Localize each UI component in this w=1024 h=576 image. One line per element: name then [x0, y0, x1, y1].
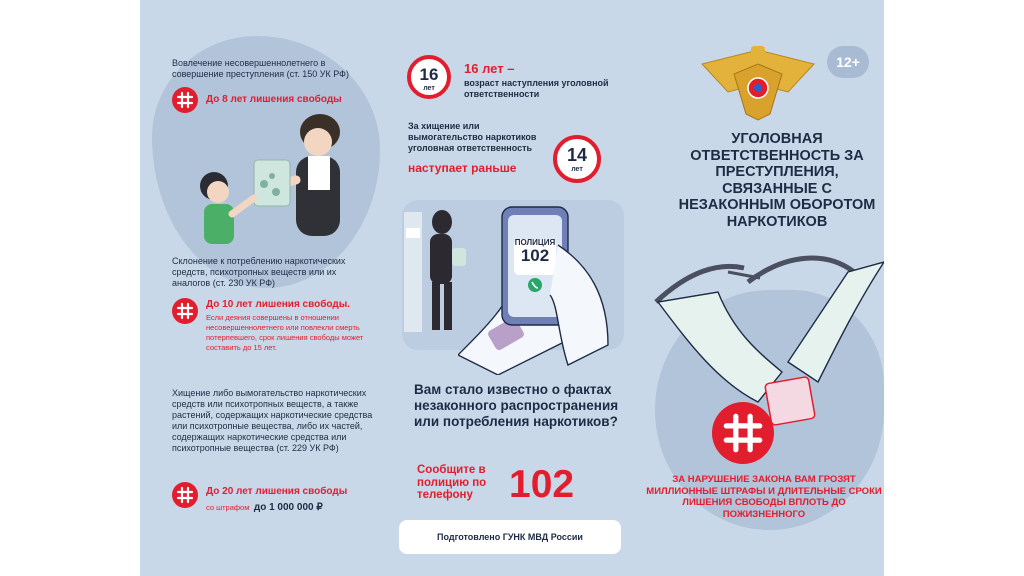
age14-highlight: наступает раньше [408, 161, 517, 175]
prison-bars-icon [172, 482, 198, 508]
page-title: УГОЛОВНАЯ ОТВЕТСТВЕННОСТЬ ЗА ПРЕСТУПЛЕНИЯ, СВЯЗАННЫЕ С НЕЗАКОННЫМ ОБОРОТОМ НАРКОТИКОВ [678, 131, 876, 230]
mvd-emblem-icon [696, 44, 820, 124]
age14-number: 14 [566, 145, 588, 165]
warning-text: ЗА НАРУШЕНИЕ ЗАКОНА ВАМ ГРОЗЯТ МИЛЛИОННЫЕ ШТРАФЫ И ДЛИТЕЛЬНЫЕ СРОКИ ЛИШЕНИЯ СВОБОДЫ ВПЛОТЬ ДО ПОЖИЗНЕННОГО [646, 474, 882, 520]
item2-text: Склонение к потреблению наркотических средств, психотропных веществ или их аналогов (ст. 230 УК РФ) [172, 256, 346, 288]
item3-penalty: До 20 лет лишения свободы [206, 486, 348, 497]
phone-call-icon [528, 278, 542, 292]
age16-circle [407, 55, 451, 99]
age14-text: За хищение или вымогательство наркотиков уголовная ответственность [408, 121, 537, 153]
item2-note: Если деяния совершены в отношении несовершеннолетнего или повлекли смерть потерпевшего, срок лишения свободы может составить до 15 лет. [206, 313, 364, 352]
age14-unit: лет [571, 166, 583, 173]
item1-penalty: До 8 лет лишения свободы [206, 94, 342, 105]
age16-unit: лет [423, 85, 435, 92]
item1-text: Вовлечение несовершеннолетнего в совершение преступления (ст. 150 УК РФ) [172, 58, 349, 79]
phone-label: ПОЛИЦИЯ [514, 238, 556, 247]
item2-penalty: До 10 лет лишения свободы. [206, 299, 351, 310]
footer-credit: Подготовлено ГУНК МВД России [399, 520, 621, 554]
age16-text: возраст наступления уголовной ответственности [464, 78, 609, 99]
age16-number: 16 [419, 65, 439, 84]
item3-fine [206, 500, 386, 513]
report-number: 102 [509, 463, 575, 506]
question-text: Вам стало известно о фактах незаконного распространения или потребления наркотиков? [414, 382, 619, 429]
report-text: Сообщите в полицию по телефону [417, 464, 487, 501]
age14-circle [553, 135, 601, 183]
item3-fine-prefix: со штрафом [206, 503, 250, 512]
prison-bars-icon [172, 298, 198, 324]
age16-headline: 16 лет – [464, 61, 515, 76]
age-rating-badge: 12+ [827, 46, 869, 78]
adult-and-child-illustration [192, 110, 370, 250]
phone-number: 102 [520, 246, 550, 265]
item3-text: Хищение либо вымогательство наркотических средств или психотропных веществ, а также растений, содержащих наркотические средства или психотропные вещества, либо их частей, содержащих наркотические средства или психотропные вещества (ст. 229 УК РФ) [172, 388, 373, 453]
item3-fine-amount: до 1 000 000 ₽ [253, 502, 323, 513]
infographic-sheet [140, 0, 884, 576]
phone-in-hand-illustration [458, 205, 624, 375]
prison-bars-icon [712, 402, 774, 464]
